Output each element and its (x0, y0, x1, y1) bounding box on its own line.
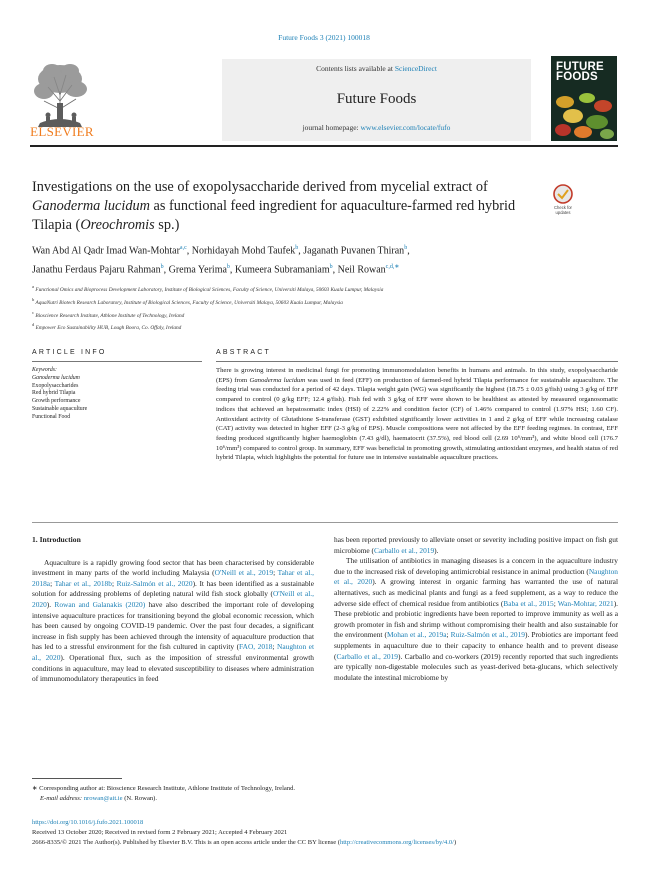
cover-title-line2: FOODS (556, 71, 598, 83)
publication-info (32, 818, 632, 848)
abstract-body (216, 366, 618, 463)
affiliation-mark: a (32, 284, 34, 289)
license-link[interactable]: http://creativecommons.org/licenses/by/4.0/ (339, 839, 454, 846)
author-affiliation-mark[interactable]: b (226, 264, 230, 271)
author-list: Wan Abd Al Qadr Imad Wan-Mohtar$^{a,c}$, Norhidayah Mohd Taufek$^b$, Jaganath Puvanen Thiran$^b$, Janathu Ferdaus Pajaru Rahman$^b$, Grema Yerima$^b$, Kumeera Subramaniam$^b$, Neil Rowan$^{c,d,∗}$ (32, 245, 410, 276)
author-name[interactable]: Norhidayah Mohd Taufek (191, 245, 296, 257)
para-text: ). Carballo and co-workers (2019) recently reported that such ingredients are typically non-digestable molecules such as yeast-derived beta-glucans, which selectively modulate the intestinal microbiome by (334, 651, 618, 682)
abstract-text-1: There is growing interest in medicinal fungi for promoting immunomodulation benefits in humans and animals. In this study, exopolysaccharide (EPS) from (216, 367, 618, 384)
para-text: ; (111, 578, 117, 588)
section-heading-introduction: 1. Introduction (32, 535, 81, 544)
author-affiliation-mark[interactable]: b (295, 245, 299, 251)
citation-link[interactable]: Tahar et al., 2018b (54, 578, 112, 588)
contents-line (222, 64, 531, 73)
citation-link[interactable]: Naughton et al., 2020 (334, 566, 618, 587)
email-suffix: (N. Rowan). (122, 795, 158, 802)
affiliation-list (32, 282, 592, 333)
elsevier-wordmark: ELSEVIER (30, 124, 94, 139)
journal-homepage-line (222, 123, 531, 132)
author-affiliation-mark[interactable]: b (404, 245, 408, 251)
intro-paragraph-2 (334, 556, 618, 683)
title-text-3: sp.) (154, 217, 180, 233)
para-text: ; (446, 630, 451, 640)
affiliation-item (32, 295, 592, 308)
cover-food-illustration (551, 86, 617, 141)
para-text: ). Probiotics are important feed supplements in aquaculture due to their capacity to enhance health and to prevent disease ( (334, 630, 618, 661)
abstract-heading: ABSTRACT (216, 349, 271, 356)
citation-link[interactable]: Carballo et al., 2019 (374, 545, 435, 555)
title-text-2: as functional feed ingredient for aquaculture-farmed red hybrid Tilapia ( (32, 198, 516, 233)
author-name[interactable]: Wan Abd Al Qadr Imad Wan-Mohtar (32, 245, 180, 257)
doi-link[interactable]: https://doi.org/10.1016/j.fufo.2021.100018 (32, 819, 144, 826)
contents-prefix: Contents lists available at (316, 64, 395, 73)
journal-name: Future Foods (336, 91, 417, 107)
citation-link[interactable]: Ruiz-Salmón et al., 2020 (116, 578, 193, 588)
affiliation-mark: d (32, 322, 35, 328)
citation-link[interactable]: O'Neill et al., 2020 (32, 589, 314, 609)
cover-title (556, 62, 604, 82)
para-text: ; (50, 578, 55, 588)
email-label: E-mail address: (40, 795, 83, 802)
corresponding-author-text: ∗ Corresponding author at: Bioscience Research Institute, Athlone Institute of Technology, Ireland. (32, 785, 296, 792)
author-name[interactable]: Grema Yerima (168, 264, 227, 276)
citation-link[interactable]: Naughton et al., 2020 (32, 642, 314, 662)
article-info-divider (32, 361, 202, 362)
affiliation-mark: b (32, 296, 35, 302)
cover-title-line1: FUTURE (556, 61, 604, 73)
citation-link[interactable]: Mohan et al., 2019a (386, 630, 447, 640)
journal-reference[interactable]: Future Foods 3 (2021) 100018 (278, 33, 370, 42)
citation-link[interactable]: Baba et al., 2015 (503, 598, 554, 608)
para-text: Aquaculture is a rapidly growing food sector that has been characterised by considerable investment in many parts of the world including Malaysia ( (32, 557, 314, 578)
affiliation-mark: c (32, 309, 34, 315)
para-text: ). Operational flux, such as the imposition of stressful environmental growth conditions in aquaculture, may lead to elevated susceptibility to diseases where administration of immunomodulatory therapeutics in feed (32, 652, 314, 684)
para-text: ). (434, 545, 439, 555)
email-line (32, 794, 592, 804)
keywords-label: Keywords: (32, 367, 57, 373)
intro-paragraph-1-continued (334, 535, 618, 556)
keyword-item: Sustainable aquaculture (32, 405, 88, 412)
keyword-text: Ganoderma lucidum (32, 374, 80, 381)
sciencedirect-link[interactable]: ScienceDirect (394, 64, 437, 73)
footnote-divider (32, 778, 122, 779)
author-name[interactable]: Kumeera Subramaniam (234, 264, 330, 276)
citation-link[interactable]: Wan-Mohtar, 2021 (557, 598, 614, 608)
svg-text:Check for: Check for (554, 205, 572, 210)
keyword-item (32, 375, 202, 383)
affiliation-text: Empower Eco Sustainability HUB, Lough Boora, Co. Offaly, Ireland (35, 325, 182, 332)
citation-link[interactable]: Ruiz-Salmón et al., 2019 (450, 630, 525, 640)
affiliation-item (32, 320, 592, 333)
citation-link[interactable]: Carballo et al., 2019 (336, 651, 398, 661)
corresponding-author-footnote (32, 784, 592, 804)
intro-paragraph-1 (32, 558, 314, 685)
journal-homepage-link[interactable]: www.elsevier.com/locate/fufo (360, 123, 451, 132)
author-affiliation-mark[interactable]: a,c (179, 245, 187, 251)
citation-link[interactable]: FAO, 2018 (239, 642, 273, 652)
para-text: ; (272, 642, 277, 652)
affiliation-text: Functional Omics and Bioprocess Development Laboratory, Institute of Biological Sciences, Faculty of Science, Universiti Malaya, 50603 Kuala Lumpur, Malaysia (35, 286, 384, 293)
license-line (32, 838, 632, 848)
para-text: has been reported previously to alleviate onset or severity including positive impact on fish gut microbiome ( (334, 535, 618, 555)
keyword-item: Exopolysaccharides (32, 382, 79, 389)
keyword-item: Red hybrid Tilapia (32, 390, 76, 397)
para-text: ). (46, 599, 55, 609)
title-text-1: Investigations on the use of exopolysaccharide derived from mycelial extract of (32, 179, 488, 195)
keyword-item: Growth performance (32, 398, 81, 405)
para-text: ). These prebiotic and probiotic ingredients have been reported to improve immunity as well as a growth promoter in fish and shrimp without compromising their health and also sustainable for the environment ( (334, 598, 618, 640)
homepage-prefix: journal homepage: (302, 123, 361, 132)
para-text: ). It has been identified as a sustainable solution for addressing problems of depleting natural wild fish stock globally ( (32, 578, 314, 599)
abstract-text-2: was used in feed (EFF) on production of farmed-red hybrid Tilapia performance for sustainable aquaculture. The feeding trial was conducted for a period of 42 days. Tilapia weight gain (WG) was significantly the highest (18.75 ± 0.03 g/fish) using 3 g/kg of EFF compared to control (0 g/kg EFF; 12.4 g/fish). Fish fed with 3 g/kg of EFF were shown to be healthiest as attested by measured organosomatic indices that achieved an hepatosomatic index (HSI) of 2.22% and condition factor (CF) of 1.46% compared to control (1.97% HSI; 1.60 CF). Antioxidant activity of Glutathione S-transferase (GST) exhibited significantly lower activities in 1 and 2 g/kg of EFF while increasing catalase (CAT) activity was detected in higher EFF (2-3 g/kg of EPS). Muscle compositions were not affected by the EFF feeding regimes. In contrast, EFF feeding produced significantly higher haemoglobin (7.43 g/dl), haematocrit (37.5%), red blood cell (2.69 10⁶/mm³), and white blood cell (176.7 10⁶/mm³) compared to control group. In summary, EFF was beneficial in promoting growth, stimulating antioxidant enzymes, and health status of red hybrid Tilapia, which highlights the potential for future use in intensive sustainable aquaculture practices. (216, 376, 618, 462)
author-affiliation-mark[interactable]: b (329, 264, 333, 271)
para-text: have also described the important role of developing intensive aquaculture practices for transitioning beyond the global economic recession, which has been caused by ongoing COVID-19 pandemic. Over the past four decades, a significant increase in fish supply has been achieved through the intensity of aquaculture production that has led to a stressful environment for the fish cultured in captivity ( (32, 599, 314, 652)
title-species-1: Ganoderma lucidum (32, 198, 150, 214)
affiliation-item (32, 308, 592, 321)
body-column-right (334, 535, 618, 683)
keywords-block (32, 367, 202, 422)
author-name[interactable]: Janathu Ferdaus Pajaru Rahman (32, 264, 161, 276)
header-divider (30, 145, 618, 147)
article-title (32, 178, 522, 235)
author-name[interactable]: Jaganath Puvanen Thiran (303, 245, 405, 257)
abstract-bottom-divider (32, 522, 618, 523)
citation-link[interactable]: Tahar et al., 2018a (32, 568, 314, 588)
para-text: ; (273, 568, 278, 578)
abstract-divider (216, 361, 618, 362)
affiliation-text: Bioscience Research Institute, Athlone Institute of Technology, Ireland (35, 312, 185, 319)
citation-link[interactable]: Rowan and Galanakis (2020) (54, 599, 146, 609)
license-suffix: ) (453, 839, 457, 846)
svg-text:updates: updates (555, 210, 571, 215)
keyword-item: Functional Food (32, 413, 71, 420)
body-column-left (32, 535, 314, 685)
para-text: ). A growing interest in organic farming has warranted the use of natural alternatives, such as medicinal plants and fungi as a feed supplement, as a way to reduce the adverse side effect of chemical residue from antibiotics ( (334, 577, 618, 608)
para-text: ; (553, 598, 558, 608)
abstract-species: Ganoderma lucidum (249, 376, 306, 384)
email-link[interactable]: nrowan@ait.ie (83, 795, 123, 802)
author-affiliation-mark[interactable]: b (160, 264, 164, 271)
check-for-updates-icon[interactable] (548, 183, 578, 217)
para-text: The utilisation of antibiotics in managing diseases is a concern in the aquaculture industry due to the increased risk of developing antimicrobial resistance in animal production ( (334, 556, 618, 576)
citation-link[interactable]: O'Neill et al., 2019 (214, 568, 274, 578)
author-affiliation-mark[interactable]: c,d,∗ (385, 264, 400, 271)
title-species-2: Oreochromis (80, 217, 155, 233)
article-info-heading: ARTICLE INFO (32, 349, 107, 356)
author-name[interactable]: Neil Rowan (337, 264, 386, 276)
license-text: 2666-8335/© 2021 The Author(s). Published by Elsevier B.V. This is an open access article under the CC BY license ( (32, 839, 340, 846)
journal-cover-image[interactable] (551, 56, 617, 141)
affiliation-text: AquaNutri Biotech Research Laboratory, Institute of Biological Sciences, Faculty of Science, Universiti Malaya, 50603 Kuala Lumpur, Malaysia (35, 299, 343, 306)
affiliation-item (32, 282, 592, 295)
received-dates: Received 13 October 2020; Received in revised form 2 February 2021; Accepted 4 February 2021 (32, 829, 288, 836)
